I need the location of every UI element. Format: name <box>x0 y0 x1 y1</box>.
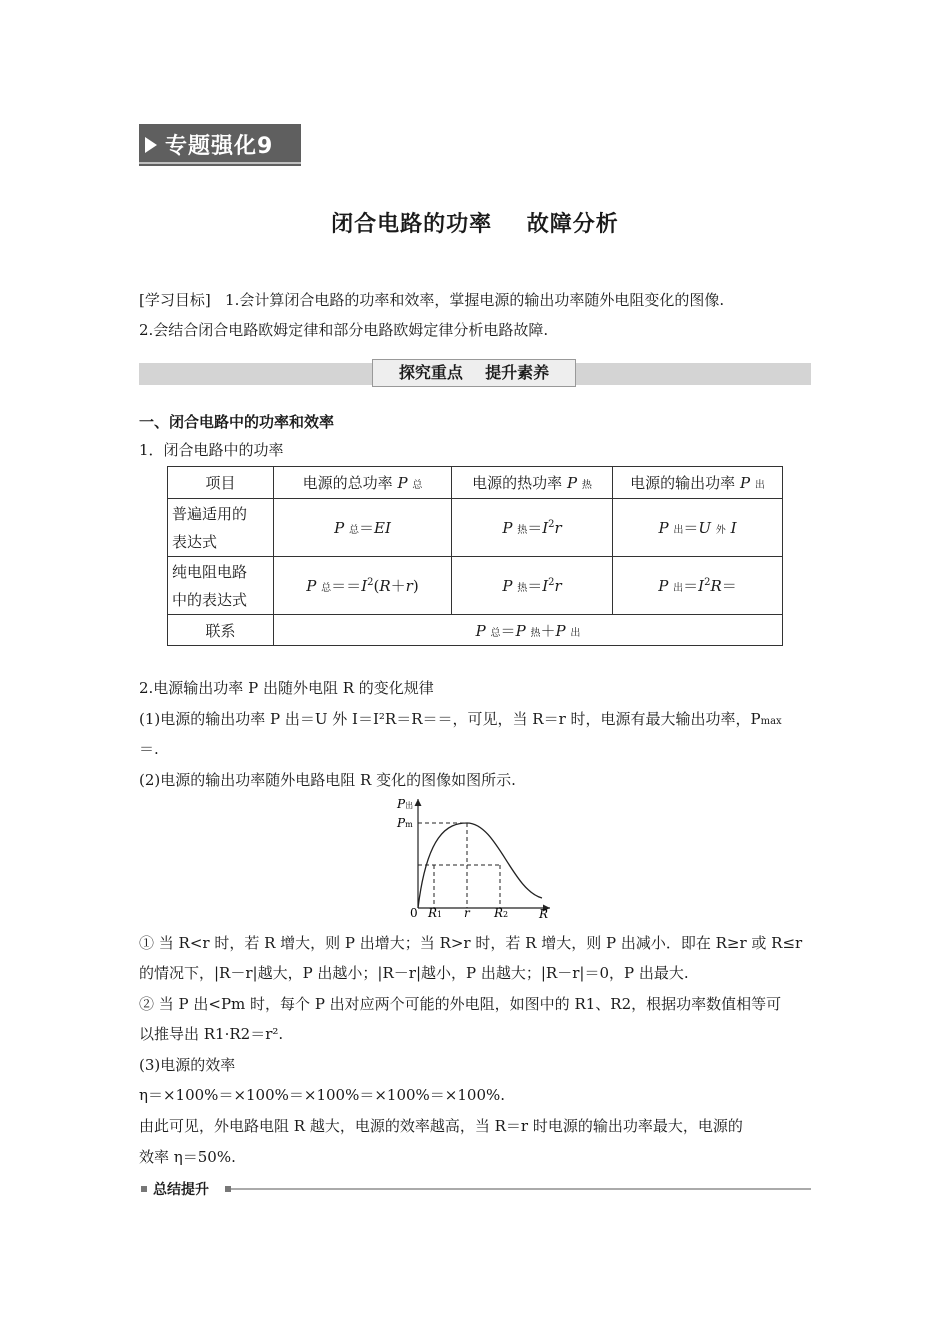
origin-label: 0 <box>410 906 418 920</box>
conclusion-2b: 以推导出 R1·R2＝r². <box>139 1025 284 1043</box>
section-heading: 一、闭合电路中的功率和效率 <box>139 413 335 431</box>
badge-label: 专题强化9 <box>165 134 274 159</box>
table-header-row <box>168 467 783 499</box>
conclusion-2a: ② 当 P 出<Pm 时，每个 P 出对应两个可能的外电阻，如图中的 R1、R2，根据功率数值相等可 <box>139 995 782 1013</box>
y-axis-label: P出 <box>397 797 414 811</box>
table-row <box>168 499 783 557</box>
banner-label: 探究重点 提升素养 <box>372 359 576 387</box>
table-header-cell: 项目 <box>168 467 274 499</box>
table-header-cell: 电源的热功率 P 热 <box>452 467 613 499</box>
conclusion-3b: 效率 η＝50%. <box>139 1148 236 1166</box>
divider-line <box>231 1188 811 1190</box>
subsection-heading: 1．闭合电路中的功率 <box>139 441 284 459</box>
table-header-cell: 电源的总功率 P 总 <box>274 467 452 499</box>
page-title: 闭合电路的功率 故障分析 <box>331 212 619 237</box>
table-cell: P 热$=I^2r$ <box>452 557 613 615</box>
table-cell: P 出$=I^2R=$ <box>613 557 783 615</box>
summary-divider <box>139 1181 811 1197</box>
topic-badge <box>139 124 301 166</box>
paragraph-2: (2)电源的输出功率随外电路电阻 R 变化的图像如图所示. <box>139 771 516 789</box>
table-cell: P 出＝U 外 I <box>613 499 783 557</box>
paragraph-1b: ＝. <box>139 740 159 758</box>
summary-label: 总结提升 <box>153 1182 209 1198</box>
section-2-title: 2.电源输出功率 P 出随外电阻 R 的变化规律 <box>139 679 434 697</box>
play-triangle-icon <box>145 137 157 153</box>
badge-underline <box>139 162 301 164</box>
pm-label: Pm <box>397 816 413 830</box>
r-label: r <box>464 906 470 920</box>
learning-goal-1: 1.会计算闭合电路的功率和效率，掌握电源的输出功率随外电阻变化的图像. <box>225 291 725 309</box>
x-axis-label: R <box>539 907 549 921</box>
learning-goals-label: [学习目标] <box>139 291 211 309</box>
conclusion-1a: ① 当 R<r 时，若 R 增大，则 P 出增大；当 R>r 时，若 R 增大，则 P 出减小．即在 R≥r 或 R≤r <box>139 934 803 952</box>
learning-goals-line-1 <box>139 290 724 310</box>
section-banner <box>139 363 811 385</box>
table-header-cell: 电源的输出功率 P 出 <box>613 467 783 499</box>
table-cell: P 总＝EI <box>274 499 452 557</box>
paragraph-1a: (1)电源的输出功率 P 出＝U 外 I＝I²R＝R＝＝，可见，当 R＝r 时，电源有最大输出功率，Pmax <box>139 710 782 728</box>
table-row <box>168 615 783 646</box>
efficiency-formula: η＝×100%＝×100%＝×100%＝×100%＝×100%. <box>139 1086 506 1104</box>
power-curve-graph <box>392 795 562 925</box>
learning-goal-2: 2.会结合闭合电路欧姆定律和部分电路欧姆定律分析电路故障. <box>139 321 549 339</box>
power-curve <box>418 823 542 908</box>
r1-label: R1 <box>428 906 443 920</box>
table-cell: 联系 <box>168 615 274 646</box>
square-bullet-icon <box>141 1186 147 1192</box>
table-cell: P 热$=I^2r$ <box>452 499 613 557</box>
table-cell: 普遍适用的 表达式 <box>168 499 274 557</box>
table-row <box>168 557 783 615</box>
conclusion-3a: 由此可见，外电路电阻 R 越大，电源的效率越高，当 R＝r 时电源的输出功率最大，电源的 <box>139 1117 743 1135</box>
r2-label: R2 <box>494 906 509 920</box>
paragraph-3: (3)电源的效率 <box>139 1056 236 1074</box>
power-table <box>167 466 783 646</box>
table-cell: P 总＝P 热＋P 出 <box>274 615 783 646</box>
table-cell: P 总$==I^2(R+r)$ <box>274 557 452 615</box>
table-cell: 纯电阻电路 中的表达式 <box>168 557 274 615</box>
conclusion-1b: 的情况下，|R－r|越大，P 出越小；|R－r|越小，P 出越大；|R－r|＝0，P 出最大. <box>139 964 689 982</box>
